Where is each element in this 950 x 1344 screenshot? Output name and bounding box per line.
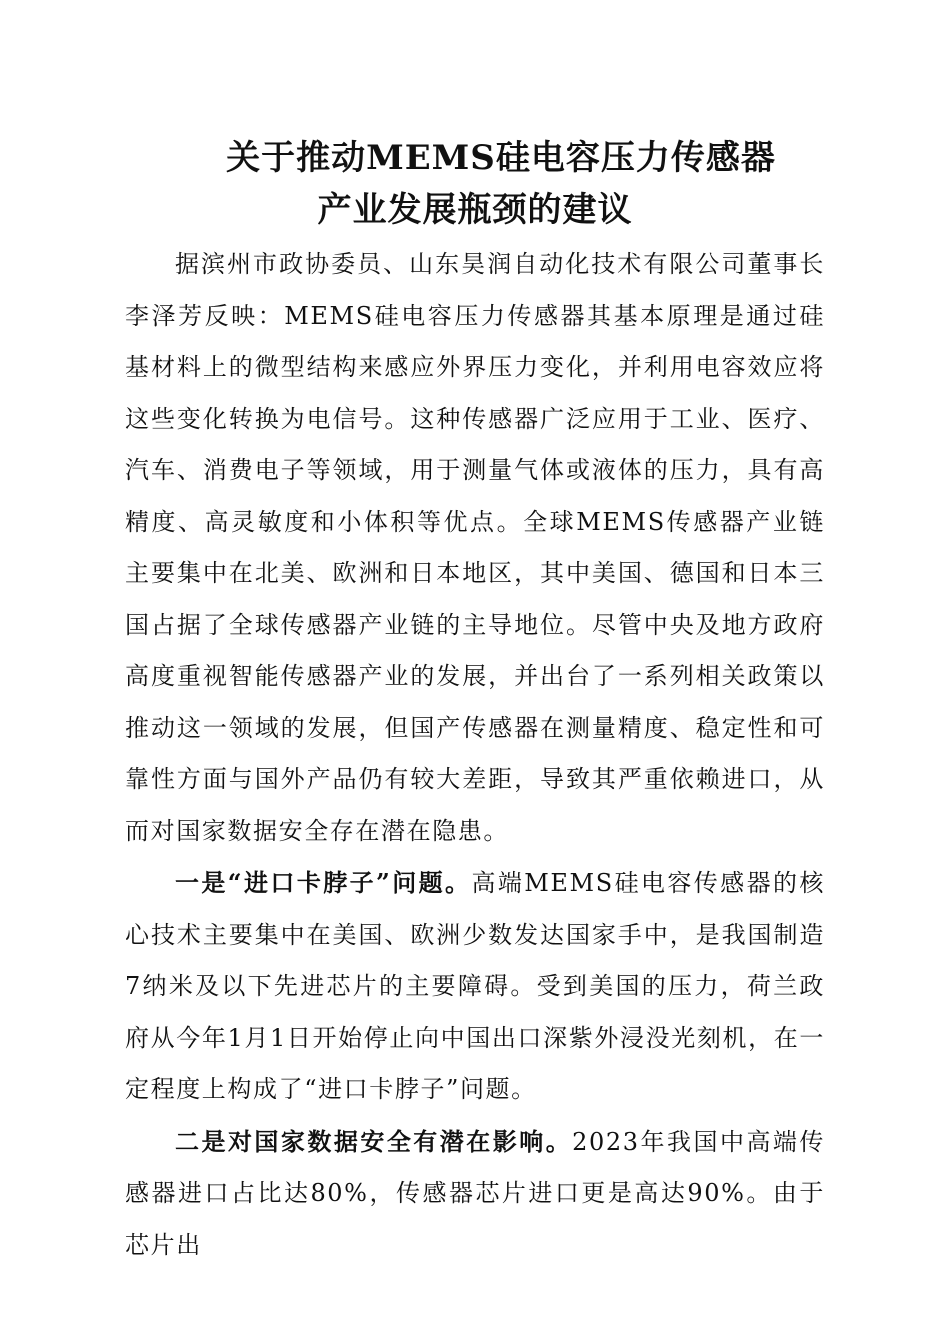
- paragraph-lead: 一是“进口卡脖子”问题。: [175, 868, 472, 897]
- paragraph-point-2: [125, 1116, 825, 1272]
- paragraph-text: 据滨州市政协委员、山东昊润自动化技术有限公司董事长李泽芳反映：MEMS硅电容压力传感器其基本原理是通过硅基材料上的微型结构来感应外界压力变化，并利用电容效应将这些变化转换为电信号。这种传感器广泛应用于工业、医疗、汽车、消费电子等领域，用于测量气体或液体的压力，具有高精度、高灵敏度和小体积等优点。全球MEMS传感器产业链主要集中在北美、欧洲和日本地区，其中美国、德国和日本三国占据了全球传感器产业链的主导地位。尽管中央及地方政府高度重视智能传感器产业的发展，并出台了一系列相关政策以推动这一领域的发展，但国产传感器在测量精度、稳定性和可靠性方面与国外产品仍有较大差距，导致其严重依赖进口，从而对国家数据安全存在潜在隐患。: [125, 250, 825, 845]
- paragraph-text: 高端MEMS硅电容传感器的核心技术主要集中在美国、欧洲少数发达国家手中，是我国制造7纳米及以下先进芯片的主要障碍。受到美国的压力，荷兰政府从今年1月1日开始停止向中国出口深紫外浸没光刻机，在一定程度上构成了“进口卡脖子”问题。: [125, 869, 825, 1103]
- document-body: [125, 238, 825, 1271]
- paragraph-text: 2023年我国中高端传感器进口占比达80%，传感器芯片进口更是高达90%。由于芯片出: [125, 1127, 825, 1259]
- document-title: [100, 132, 850, 236]
- paragraph-point-1: [125, 857, 825, 1116]
- title-line-2: 产业发展瓶颈的建议: [317, 190, 633, 230]
- title-line-1: 关于推动MEMS硅电容压力传感器: [226, 138, 776, 178]
- paragraph-intro: [125, 238, 825, 857]
- paragraph-lead: 二是对国家数据安全有潜在影响。: [175, 1126, 573, 1156]
